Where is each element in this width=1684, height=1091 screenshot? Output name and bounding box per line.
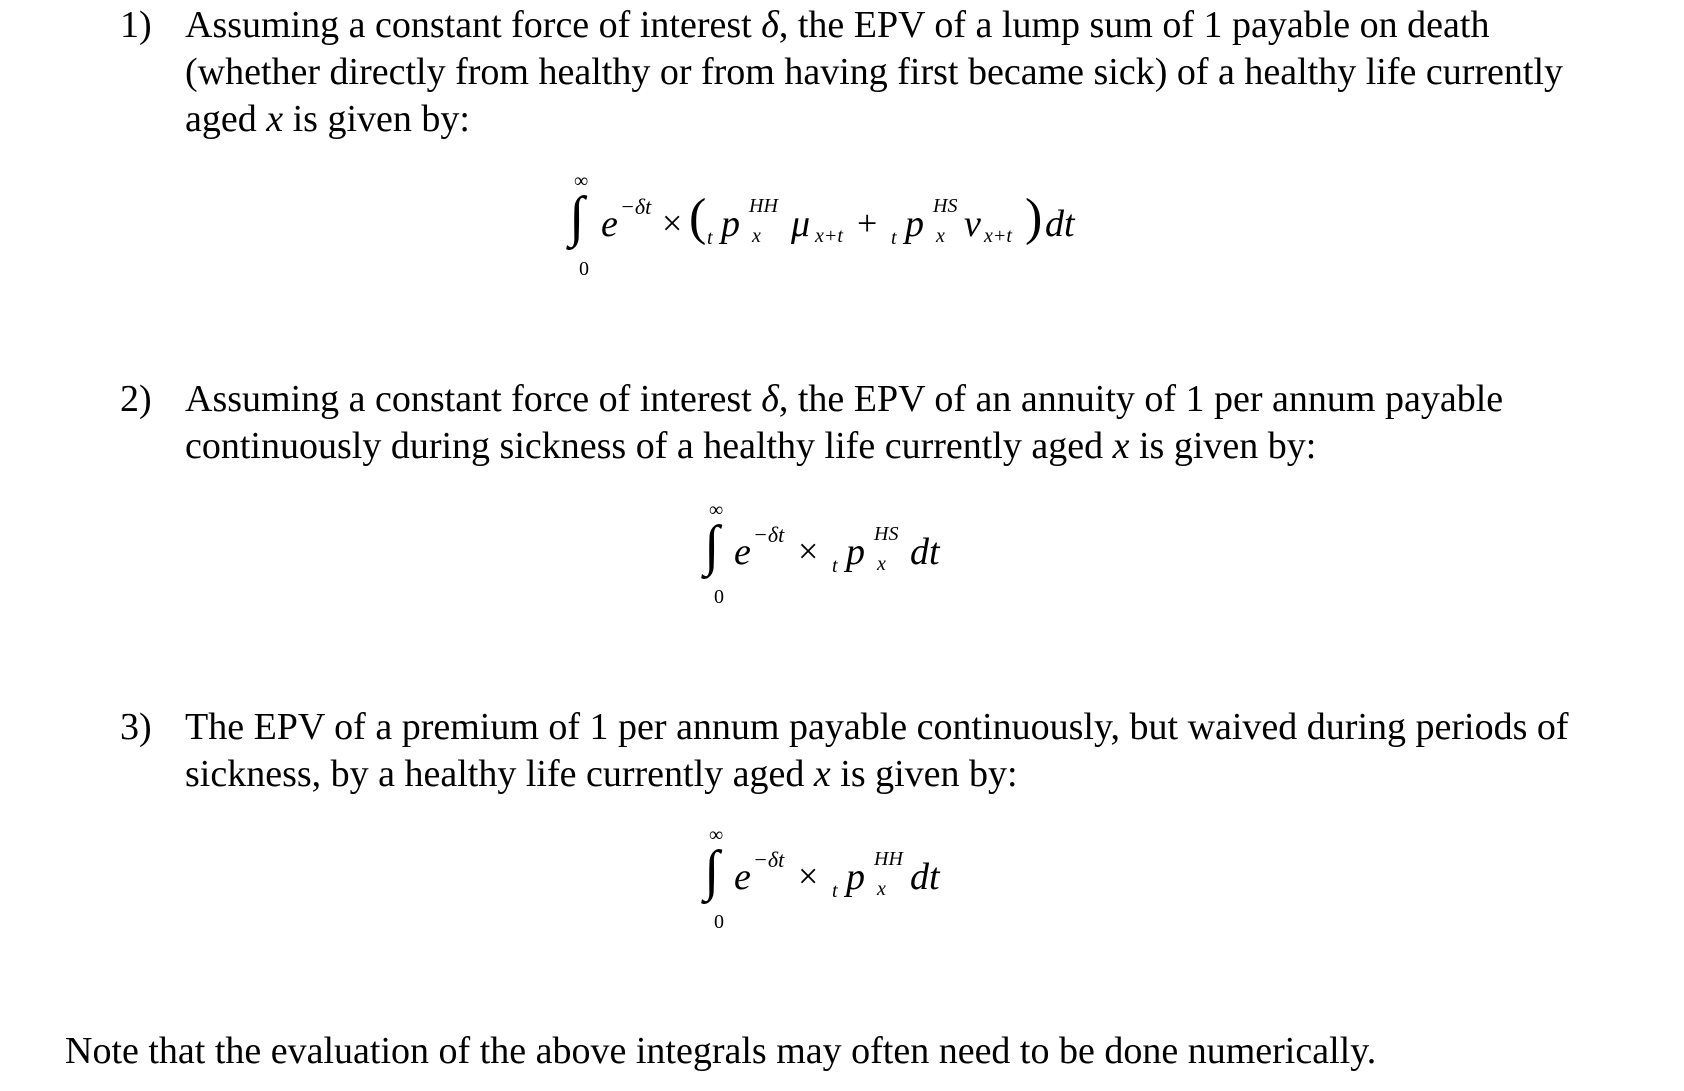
superscript-hh: HH: [749, 195, 778, 217]
subscript-x: x: [877, 878, 886, 900]
age-variable: x: [266, 98, 284, 140]
superscript-hs: HS: [874, 523, 899, 545]
footnote: Note that the evaluation of the above integrals may often need to be done numerically.: [65, 1030, 1377, 1072]
prefix-t: t: [832, 555, 838, 577]
mu-symbol: μ: [791, 203, 811, 245]
nu-subscript: x+t: [984, 225, 1012, 247]
p-symbol: p: [846, 531, 865, 573]
subscript-x: x: [877, 553, 886, 575]
prefix-t: t: [707, 227, 713, 249]
text-start: Assuming a constant force of interest: [185, 4, 752, 46]
dt: dt: [1045, 203, 1075, 245]
item-number: 3): [120, 706, 152, 748]
lower-limit: 0: [714, 911, 724, 933]
p-symbol: p: [721, 203, 740, 245]
dt: dt: [910, 856, 940, 898]
plus-sign: +: [857, 203, 878, 243]
text-middle: , the EPV of an annuity of 1 per annum payable continuously during sickness of a healthy life currently aged: [185, 378, 1504, 467]
integral-sign: ∫: [569, 186, 585, 248]
prefix-t: t: [832, 880, 838, 902]
integral-sign: ∫: [704, 515, 720, 577]
delta-symbol: δ: [761, 4, 779, 46]
exponent: −δt: [620, 194, 652, 219]
text-start: The EPV of a premium of 1 per annum payable continuously, but waived during periods of sickness, by a healthy life currently aged: [185, 706, 1569, 795]
text-end: is given by:: [1138, 425, 1317, 467]
open-paren: (: [689, 189, 707, 246]
delta-symbol: δ: [761, 378, 779, 420]
prefix-t: t: [891, 227, 897, 249]
age-variable: x: [813, 753, 831, 795]
nu-symbol: ν: [964, 203, 981, 245]
lower-limit: 0: [714, 586, 724, 608]
integral-sign: ∫: [704, 840, 720, 902]
p-symbol: p: [846, 856, 865, 898]
times-sign: ×: [662, 203, 683, 243]
text-end: is given by:: [292, 98, 470, 140]
dt: dt: [910, 531, 940, 573]
lower-limit: 0: [579, 258, 589, 280]
text-middle: , the EPV of a lump sum of 1 payable on death (whether directly from healthy or from having first became sick) of a healthy life currently aged: [185, 4, 1564, 140]
exp-base: e: [601, 203, 618, 245]
upper-limit: ∞: [709, 499, 724, 521]
close-paren: ): [1025, 189, 1043, 246]
item-number: 1): [120, 4, 152, 46]
exponent: −δt: [753, 847, 785, 872]
exp-base: e: [734, 856, 751, 898]
text-end: is given by:: [840, 753, 1018, 795]
superscript-hh: HH: [874, 848, 903, 870]
p-symbol: p: [905, 203, 924, 245]
superscript-hs: HS: [933, 195, 958, 217]
exponent: −δt: [753, 522, 785, 547]
text-start: Assuming a constant force of interest: [185, 378, 752, 420]
exp-base: e: [734, 531, 751, 573]
times-sign: ×: [798, 856, 819, 896]
upper-limit: ∞: [709, 824, 724, 846]
times-sign: ×: [798, 531, 819, 571]
subscript-x: x: [752, 225, 761, 247]
age-variable: x: [1112, 425, 1130, 467]
upper-limit: ∞: [574, 170, 589, 192]
mu-subscript: x+t: [815, 225, 843, 247]
subscript-x: x: [936, 225, 945, 247]
item-number: 2): [120, 378, 152, 420]
